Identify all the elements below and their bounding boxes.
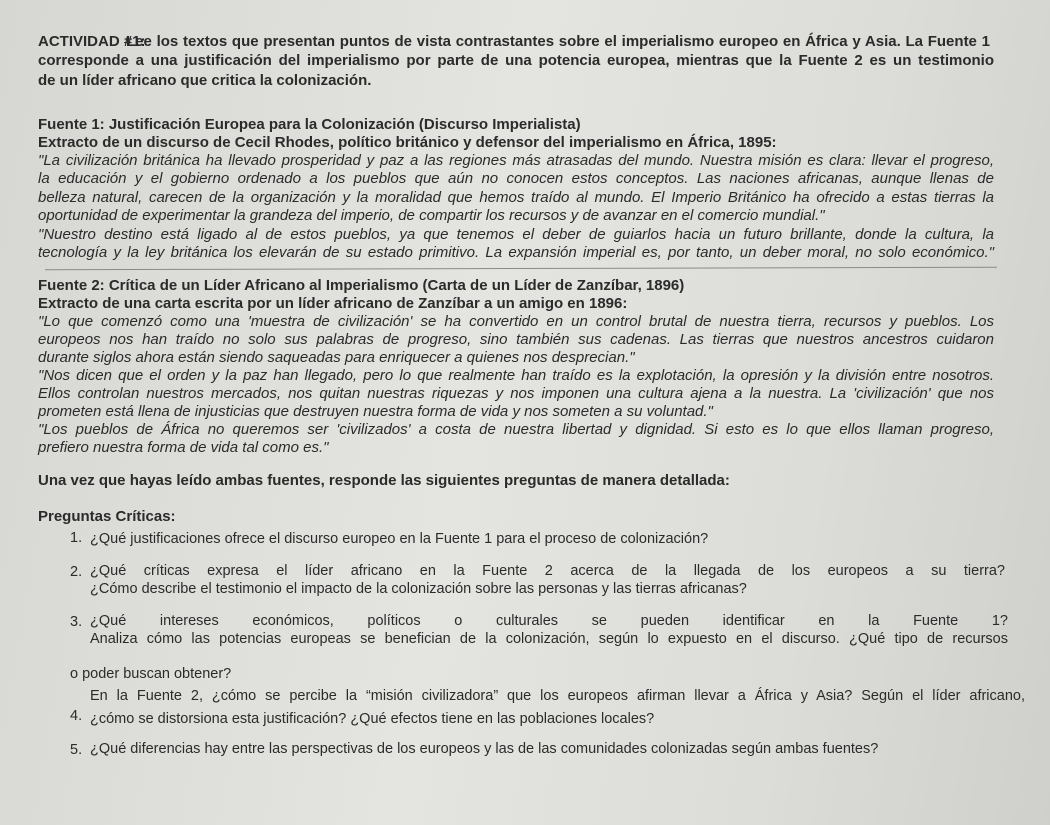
intro-line-2: corresponde a una justificación del imperialismo por parte de una potencia europea, mientras que la Fuente 2 es un testimonio xyxy=(38,52,994,69)
source2-line: "Los pueblos de África no queremos ser 'civilizados' a costa de nuestra libertad y dignidad. Si esto es lo que ellos llaman progreso, xyxy=(38,421,994,438)
question-5: ¿Qué diferencias hay entre las perspectivas de los europeos y las de las comunidades colonizadas según ambas fuentes? xyxy=(90,741,879,757)
intro-line-3: de un líder africano que critica la colonización. xyxy=(38,72,372,89)
question-number: 2. xyxy=(70,564,83,580)
source2-line: "Lo que comenzó como una 'muestra de civilización' se ha convertido en un control brutal de nuestra tierra, recursos y pueblos. Los xyxy=(38,313,994,330)
question-number: 4. xyxy=(70,708,83,724)
source1-line: "Nuestro destino está ligado al de estos pueblos, ya que tenemos el deber de guiarlos hacia un futuro brillante, donde la cultura, la xyxy=(38,226,994,243)
source2-line: durante siglos ahora están siendo saqueadas para enriquecer a quienes nos desprecian." xyxy=(38,349,635,366)
question-1: ¿Qué justificaciones ofrece el discurso europeo en la Fuente 1 para el proceso de colonización? xyxy=(90,531,709,547)
question-2-line: ¿Qué críticas expresa el líder africano en la Fuente 2 acerca de la llegada de los europeos a su tierra? xyxy=(90,563,1005,579)
source1-line: oportunidad de experimentar la grandeza del imperio, de compartir los recursos y de avanzar en el comercio mundial." xyxy=(38,207,825,224)
question-2-line: ¿Cómo describe el testimonio el impacto de la colonización sobre las personas y las tierras africanas? xyxy=(90,581,747,597)
source1-line: la educación y el gobierno ordenado a los pueblos que aún no conocen estos conceptos. Las naciones africanas, aunque llenas de xyxy=(38,170,994,187)
divider xyxy=(45,267,997,270)
question-3-line: ¿Qué intereses económicos, políticos o culturales se pueden identificar en la Fuente 1? xyxy=(90,613,1008,629)
source2-line: prometen está llena de injusticias que destruyen nuestra forma de vida y nos someten a su voluntad." xyxy=(38,403,713,420)
source1-heading: Fuente 1: Justificación Europea para la Colonización (Discurso Imperialista) xyxy=(38,116,581,133)
activity-title: ACTIVIDAD #1: xyxy=(38,33,146,50)
question-number: 3. xyxy=(70,614,83,630)
source2-subheading: Extracto de una carta escrita por un líder africano de Zanzíbar a un amigo en 1896: xyxy=(38,295,628,312)
source2-line: prefiero nuestra forma de vida tal como es." xyxy=(38,439,329,456)
source1-line: "La civilización británica ha llevado prosperidad y paz a las regiones más atrasadas del mundo. Nuestra misión es clara: llevar el progreso, xyxy=(38,152,994,169)
question-4-line: En la Fuente 2, ¿cómo se percibe la “misión civilizadora” que los europeos afirman llevar a África y Asia? Según el líder africano, xyxy=(90,688,1025,704)
source1-line: tecnología y la ley británica los elevarán de su estado primitivo. La expansión imperial es, por tanto, un deber moral, no solo económico." xyxy=(38,244,994,261)
source2-line: "Nos dicen que el orden y la paz han llegado, pero lo que realmente han traído es la explotación, la opresión y la división entre nosotros. xyxy=(38,367,994,384)
question-4-line: ¿cómo se distorsiona esta justificación? ¿Qué efectos tiene en las poblaciones locales? xyxy=(90,711,655,727)
question-3-line: o poder buscan obtener? xyxy=(70,666,232,682)
source1-line: belleza natural, carecen de la organización y la moralidad que hemos traído al mundo. El Imperio Británico ha ofrecido a estas tierras la xyxy=(38,189,994,206)
instruction: Una vez que hayas leído ambas fuentes, responde las siguientes preguntas de manera detallada: xyxy=(38,472,730,489)
question-number: 5. xyxy=(70,742,83,758)
source1-subheading: Extracto de un discurso de Cecil Rhodes, político británico y defensor del imperialismo en África, 1895: xyxy=(38,134,777,151)
question-number: 1. xyxy=(70,530,83,546)
source2-heading: Fuente 2: Crítica de un Líder Africano al Imperialismo (Carta de un Líder de Zanzíbar, 1896) xyxy=(38,277,685,294)
question-3-line: Analiza cómo las potencias europeas se benefician de la colonización, según lo expuesto en el discurso. ¿Qué tipo de recursos xyxy=(90,631,1008,647)
questions-heading: Preguntas Críticas: xyxy=(38,508,176,525)
source2-line: europeos nos han traído no solo sus palabras de progreso, sino también sus cadenas. Las tierras que nuestros ancestros cuidaron xyxy=(38,331,994,348)
intro-line-1: Lee los textos que presentan puntos de vista contrastantes sobre el imperialismo europeo en África y Asia. La Fuente 1 xyxy=(126,33,990,50)
source2-line: Ellos controlan nuestros mercados, nos quitan nuestras riquezas y nos imponen una cultura ajena a la nuestra. La 'civilización' que nos xyxy=(38,385,994,402)
